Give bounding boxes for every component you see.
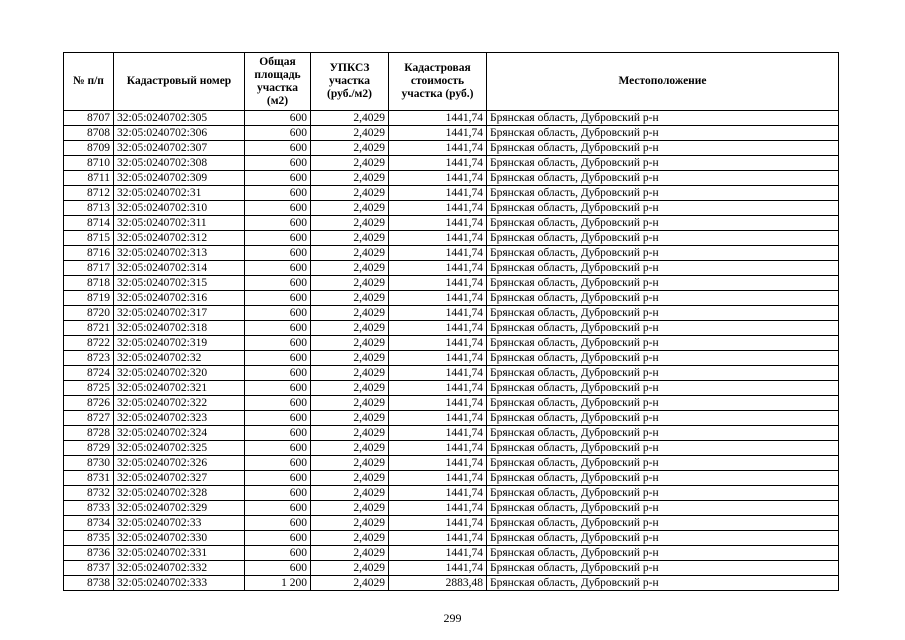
cell-cadastral-cost: 1441,74 xyxy=(389,471,487,486)
header-cadastral-number: Кадастровый номер xyxy=(114,53,245,111)
cell-num: 8714 xyxy=(64,216,114,231)
table-row xyxy=(64,291,839,306)
cell-upksz: 2,4029 xyxy=(311,171,389,186)
table-row xyxy=(64,126,839,141)
table-row xyxy=(64,426,839,441)
cell-cadastral-number: 32:05:0240702:316 xyxy=(114,291,245,306)
cell-cadastral-number: 32:05:0240702:306 xyxy=(114,126,245,141)
cell-area: 600 xyxy=(245,216,311,231)
table-row xyxy=(64,351,839,366)
cell-upksz: 2,4029 xyxy=(311,516,389,531)
cell-cadastral-number: 32:05:0240702:319 xyxy=(114,336,245,351)
table-row xyxy=(64,171,839,186)
header-num: № п/п xyxy=(64,53,114,111)
cell-cadastral-cost: 1441,74 xyxy=(389,426,487,441)
cell-cadastral-number: 32:05:0240702:326 xyxy=(114,456,245,471)
cell-area: 600 xyxy=(245,366,311,381)
cell-cadastral-number: 32:05:0240702:330 xyxy=(114,531,245,546)
cell-location: Брянская область, Дубровский р-н xyxy=(487,126,839,141)
table-row xyxy=(64,261,839,276)
cell-location: Брянская область, Дубровский р-н xyxy=(487,351,839,366)
cell-cadastral-number: 32:05:0240702:329 xyxy=(114,501,245,516)
table-row xyxy=(64,201,839,216)
table-row xyxy=(64,396,839,411)
cell-location: Брянская область, Дубровский р-н xyxy=(487,546,839,561)
cell-cadastral-number: 32:05:0240702:331 xyxy=(114,546,245,561)
cell-location: Брянская область, Дубровский р-н xyxy=(487,321,839,336)
cadastral-registry-table xyxy=(63,52,839,591)
cell-num: 8712 xyxy=(64,186,114,201)
cell-location: Брянская область, Дубровский р-н xyxy=(487,516,839,531)
cell-num: 8719 xyxy=(64,291,114,306)
cell-area: 600 xyxy=(245,561,311,576)
table-row xyxy=(64,441,839,456)
cell-cadastral-number: 32:05:0240702:307 xyxy=(114,141,245,156)
cell-upksz: 2,4029 xyxy=(311,486,389,501)
cell-area: 600 xyxy=(245,546,311,561)
cell-cadastral-number: 32:05:0240702:309 xyxy=(114,171,245,186)
header-row xyxy=(64,53,839,111)
cell-num: 8724 xyxy=(64,366,114,381)
cell-upksz: 2,4029 xyxy=(311,276,389,291)
cell-area: 600 xyxy=(245,186,311,201)
cell-upksz: 2,4029 xyxy=(311,141,389,156)
cell-cadastral-cost: 1441,74 xyxy=(389,531,487,546)
cell-cadastral-number: 32:05:0240702:311 xyxy=(114,216,245,231)
cell-num: 8731 xyxy=(64,471,114,486)
cell-cadastral-number: 32:05:0240702:313 xyxy=(114,246,245,261)
cell-cadastral-number: 32:05:0240702:308 xyxy=(114,156,245,171)
cell-cadastral-cost: 1441,74 xyxy=(389,141,487,156)
cell-cadastral-cost: 1441,74 xyxy=(389,291,487,306)
cell-upksz: 2,4029 xyxy=(311,456,389,471)
cell-cadastral-cost: 1441,74 xyxy=(389,501,487,516)
cell-cadastral-cost: 1441,74 xyxy=(389,486,487,501)
table-row xyxy=(64,231,839,246)
cell-area: 600 xyxy=(245,486,311,501)
cell-num: 8710 xyxy=(64,156,114,171)
cell-location: Брянская область, Дубровский р-н xyxy=(487,381,839,396)
cell-cadastral-number: 32:05:0240702:31 xyxy=(114,186,245,201)
cell-cadastral-cost: 1441,74 xyxy=(389,411,487,426)
cell-cadastral-cost: 1441,74 xyxy=(389,396,487,411)
table-row xyxy=(64,141,839,156)
cell-area: 600 xyxy=(245,501,311,516)
cell-cadastral-number: 32:05:0240702:318 xyxy=(114,321,245,336)
cell-area: 600 xyxy=(245,276,311,291)
cell-cadastral-number: 32:05:0240702:312 xyxy=(114,231,245,246)
table-row xyxy=(64,186,839,201)
cell-num: 8709 xyxy=(64,141,114,156)
cell-cadastral-cost: 1441,74 xyxy=(389,366,487,381)
cell-cadastral-cost: 1441,74 xyxy=(389,156,487,171)
cell-cadastral-cost: 1441,74 xyxy=(389,246,487,261)
header-cadastral-cost: Кадастровая стоимость участка (руб.) xyxy=(389,53,487,111)
table-row xyxy=(64,411,839,426)
cell-area: 600 xyxy=(245,336,311,351)
cell-area: 600 xyxy=(245,141,311,156)
table-body xyxy=(64,111,839,591)
cell-area: 600 xyxy=(245,441,311,456)
cell-location: Брянская область, Дубровский р-н xyxy=(487,171,839,186)
cell-num: 8707 xyxy=(64,111,114,126)
cell-cadastral-number: 32:05:0240702:315 xyxy=(114,276,245,291)
cell-upksz: 2,4029 xyxy=(311,156,389,171)
cell-num: 8723 xyxy=(64,351,114,366)
cell-num: 8720 xyxy=(64,306,114,321)
cell-upksz: 2,4029 xyxy=(311,216,389,231)
cell-upksz: 2,4029 xyxy=(311,201,389,216)
cell-cadastral-cost: 1441,74 xyxy=(389,231,487,246)
cell-location: Брянская область, Дубровский р-н xyxy=(487,426,839,441)
cell-location: Брянская область, Дубровский р-н xyxy=(487,111,839,126)
cell-location: Брянская область, Дубровский р-н xyxy=(487,156,839,171)
cell-num: 8736 xyxy=(64,546,114,561)
cell-upksz: 2,4029 xyxy=(311,561,389,576)
cell-num: 8729 xyxy=(64,441,114,456)
cell-upksz: 2,4029 xyxy=(311,291,389,306)
cell-cadastral-number: 32:05:0240702:324 xyxy=(114,426,245,441)
cell-cadastral-number: 32:05:0240702:320 xyxy=(114,366,245,381)
cell-location: Брянская область, Дубровский р-н xyxy=(487,576,839,591)
cell-cadastral-cost: 1441,74 xyxy=(389,261,487,276)
cell-upksz: 2,4029 xyxy=(311,531,389,546)
cell-area: 600 xyxy=(245,291,311,306)
cell-cadastral-cost: 2883,48 xyxy=(389,576,487,591)
cell-cadastral-number: 32:05:0240702:314 xyxy=(114,261,245,276)
table-row xyxy=(64,216,839,231)
cell-cadastral-number: 32:05:0240702:33 xyxy=(114,516,245,531)
cell-cadastral-cost: 1441,74 xyxy=(389,171,487,186)
cell-area: 600 xyxy=(245,111,311,126)
cell-area: 600 xyxy=(245,171,311,186)
table-row xyxy=(64,111,839,126)
table-row xyxy=(64,576,839,591)
cell-location: Брянская область, Дубровский р-н xyxy=(487,501,839,516)
cell-cadastral-cost: 1441,74 xyxy=(389,321,487,336)
cell-upksz: 2,4029 xyxy=(311,111,389,126)
cell-num: 8737 xyxy=(64,561,114,576)
cell-location: Брянская область, Дубровский р-н xyxy=(487,276,839,291)
cell-upksz: 2,4029 xyxy=(311,231,389,246)
cell-area: 600 xyxy=(245,246,311,261)
cell-upksz: 2,4029 xyxy=(311,441,389,456)
cell-upksz: 2,4029 xyxy=(311,351,389,366)
table-header xyxy=(64,53,839,111)
cell-area: 600 xyxy=(245,471,311,486)
cell-upksz: 2,4029 xyxy=(311,546,389,561)
table-row xyxy=(64,516,839,531)
cell-area: 600 xyxy=(245,261,311,276)
cell-location: Брянская область, Дубровский р-н xyxy=(487,366,839,381)
table-row xyxy=(64,501,839,516)
cell-upksz: 2,4029 xyxy=(311,186,389,201)
cell-num: 8728 xyxy=(64,426,114,441)
table-row xyxy=(64,276,839,291)
cell-cadastral-cost: 1441,74 xyxy=(389,516,487,531)
cell-location: Брянская область, Дубровский р-н xyxy=(487,291,839,306)
table-row xyxy=(64,156,839,171)
cell-area: 600 xyxy=(245,381,311,396)
cell-num: 8718 xyxy=(64,276,114,291)
cell-cadastral-cost: 1441,74 xyxy=(389,276,487,291)
cell-area: 600 xyxy=(245,426,311,441)
cell-cadastral-number: 32:05:0240702:332 xyxy=(114,561,245,576)
cell-num: 8733 xyxy=(64,501,114,516)
cell-upksz: 2,4029 xyxy=(311,501,389,516)
header-area: Общая площадь участка (м2) xyxy=(245,53,311,111)
cell-cadastral-number: 32:05:0240702:322 xyxy=(114,396,245,411)
cell-area: 600 xyxy=(245,126,311,141)
cell-area: 600 xyxy=(245,201,311,216)
cell-location: Брянская область, Дубровский р-н xyxy=(487,141,839,156)
cell-area: 600 xyxy=(245,321,311,336)
cell-location: Брянская область, Дубровский р-н xyxy=(487,261,839,276)
cell-area: 600 xyxy=(245,231,311,246)
cell-num: 8717 xyxy=(64,261,114,276)
cell-num: 8713 xyxy=(64,201,114,216)
table-row xyxy=(64,471,839,486)
table-row xyxy=(64,246,839,261)
table-row xyxy=(64,486,839,501)
cell-area: 1 200 xyxy=(245,576,311,591)
cell-cadastral-cost: 1441,74 xyxy=(389,111,487,126)
cell-num: 8716 xyxy=(64,246,114,261)
cell-area: 600 xyxy=(245,396,311,411)
cell-cadastral-cost: 1441,74 xyxy=(389,201,487,216)
cell-num: 8734 xyxy=(64,516,114,531)
cell-location: Брянская область, Дубровский р-н xyxy=(487,471,839,486)
table-row xyxy=(64,321,839,336)
cell-num: 8722 xyxy=(64,336,114,351)
cell-cadastral-number: 32:05:0240702:310 xyxy=(114,201,245,216)
cell-area: 600 xyxy=(245,156,311,171)
cell-cadastral-number: 32:05:0240702:32 xyxy=(114,351,245,366)
cell-cadastral-cost: 1441,74 xyxy=(389,546,487,561)
cell-cadastral-number: 32:05:0240702:328 xyxy=(114,486,245,501)
cell-num: 8738 xyxy=(64,576,114,591)
table-row xyxy=(64,366,839,381)
header-upksz: УПКСЗ участка (руб./м2) xyxy=(311,53,389,111)
cell-cadastral-cost: 1441,74 xyxy=(389,381,487,396)
cell-num: 8735 xyxy=(64,531,114,546)
cell-area: 600 xyxy=(245,456,311,471)
table-row xyxy=(64,306,839,321)
cell-cadastral-number: 32:05:0240702:327 xyxy=(114,471,245,486)
cell-location: Брянская область, Дубровский р-н xyxy=(487,201,839,216)
cell-num: 8725 xyxy=(64,381,114,396)
cell-area: 600 xyxy=(245,531,311,546)
cell-num: 8730 xyxy=(64,456,114,471)
table-row xyxy=(64,561,839,576)
table-row xyxy=(64,381,839,396)
table-row xyxy=(64,531,839,546)
cell-location: Брянская область, Дубровский р-н xyxy=(487,396,839,411)
cell-upksz: 2,4029 xyxy=(311,471,389,486)
cell-location: Брянская область, Дубровский р-н xyxy=(487,441,839,456)
cell-cadastral-cost: 1441,74 xyxy=(389,561,487,576)
table-row xyxy=(64,456,839,471)
cell-cadastral-cost: 1441,74 xyxy=(389,186,487,201)
cell-cadastral-number: 32:05:0240702:321 xyxy=(114,381,245,396)
cell-num: 8732 xyxy=(64,486,114,501)
cell-upksz: 2,4029 xyxy=(311,126,389,141)
cell-location: Брянская область, Дубровский р-н xyxy=(487,186,839,201)
cell-cadastral-number: 32:05:0240702:325 xyxy=(114,441,245,456)
cell-cadastral-cost: 1441,74 xyxy=(389,456,487,471)
cell-upksz: 2,4029 xyxy=(311,261,389,276)
cell-cadastral-number: 32:05:0240702:305 xyxy=(114,111,245,126)
cell-cadastral-number: 32:05:0240702:333 xyxy=(114,576,245,591)
cell-upksz: 2,4029 xyxy=(311,246,389,261)
cell-cadastral-number: 32:05:0240702:323 xyxy=(114,411,245,426)
page-number: 299 xyxy=(443,611,462,625)
cell-location: Брянская область, Дубровский р-н xyxy=(487,216,839,231)
cell-location: Брянская область, Дубровский р-н xyxy=(487,561,839,576)
cell-cadastral-cost: 1441,74 xyxy=(389,306,487,321)
table-row xyxy=(64,546,839,561)
cell-location: Брянская область, Дубровский р-н xyxy=(487,411,839,426)
cell-upksz: 2,4029 xyxy=(311,366,389,381)
cell-upksz: 2,4029 xyxy=(311,381,389,396)
cell-upksz: 2,4029 xyxy=(311,336,389,351)
cell-location: Брянская область, Дубровский р-н xyxy=(487,486,839,501)
cell-location: Брянская область, Дубровский р-н xyxy=(487,456,839,471)
cell-upksz: 2,4029 xyxy=(311,426,389,441)
cell-area: 600 xyxy=(245,351,311,366)
cell-upksz: 2,4029 xyxy=(311,411,389,426)
cell-upksz: 2,4029 xyxy=(311,306,389,321)
cell-cadastral-number: 32:05:0240702:317 xyxy=(114,306,245,321)
cell-num: 8715 xyxy=(64,231,114,246)
cell-area: 600 xyxy=(245,306,311,321)
header-location: Местоположение xyxy=(487,53,839,111)
cell-cadastral-cost: 1441,74 xyxy=(389,126,487,141)
cell-cadastral-cost: 1441,74 xyxy=(389,336,487,351)
cell-upksz: 2,4029 xyxy=(311,576,389,591)
cell-num: 8727 xyxy=(64,411,114,426)
cell-num: 8721 xyxy=(64,321,114,336)
table-row xyxy=(64,336,839,351)
cell-area: 600 xyxy=(245,516,311,531)
cell-location: Брянская область, Дубровский р-н xyxy=(487,531,839,546)
cell-location: Брянская область, Дубровский р-н xyxy=(487,306,839,321)
cell-num: 8726 xyxy=(64,396,114,411)
cell-num: 8711 xyxy=(64,171,114,186)
cell-upksz: 2,4029 xyxy=(311,321,389,336)
cell-cadastral-cost: 1441,74 xyxy=(389,216,487,231)
cell-upksz: 2,4029 xyxy=(311,396,389,411)
cell-num: 8708 xyxy=(64,126,114,141)
cell-area: 600 xyxy=(245,411,311,426)
cell-cadastral-cost: 1441,74 xyxy=(389,351,487,366)
cell-cadastral-cost: 1441,74 xyxy=(389,441,487,456)
cell-location: Брянская область, Дубровский р-н xyxy=(487,231,839,246)
cell-location: Брянская область, Дубровский р-н xyxy=(487,246,839,261)
cell-location: Брянская область, Дубровский р-н xyxy=(487,336,839,351)
